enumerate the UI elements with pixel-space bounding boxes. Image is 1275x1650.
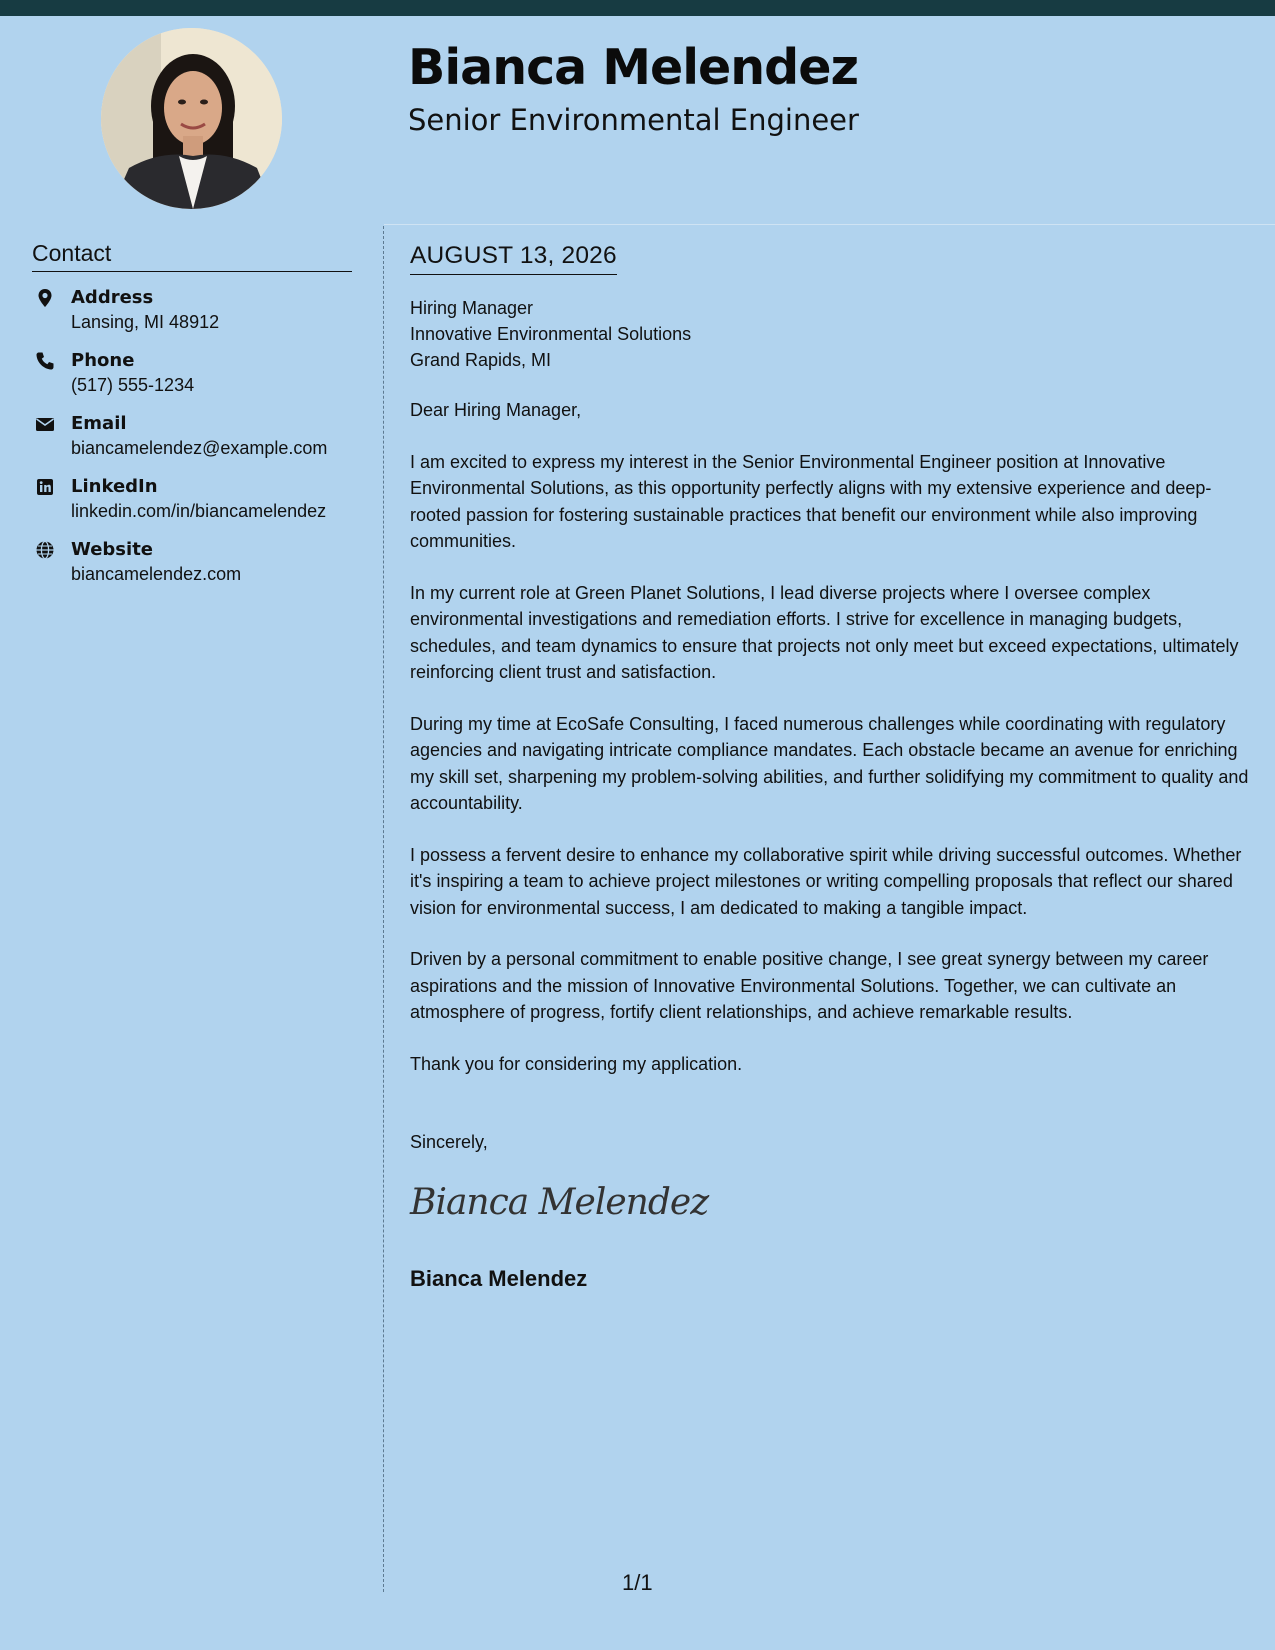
- top-accent-bar: [0, 0, 1275, 16]
- letter-body: [410, 240, 1250, 1292]
- contact-heading: Contact: [32, 240, 352, 272]
- contact-label: Phone: [71, 350, 135, 371]
- greeting: Dear Hiring Manager,: [410, 400, 582, 420]
- contact-label: Address: [71, 287, 154, 308]
- contact-value: Lansing, MI 48912: [71, 312, 220, 332]
- page-number: 1/1: [622, 1570, 653, 1595]
- contact-value[interactable]: linkedin.com/in/biancamelendez: [71, 501, 327, 521]
- location-pin-icon: [35, 288, 55, 308]
- job-title: Senior Environmental Engineer: [408, 103, 859, 137]
- contact-label: Website: [71, 539, 154, 560]
- letter-paragraph: Thank you for considering my application.: [410, 1053, 743, 1074]
- contact-label: LinkedIn: [71, 476, 158, 497]
- candidate-name: Bianca Melendez: [408, 39, 858, 96]
- header-divider: [384, 224, 1275, 225]
- phone-icon: [35, 351, 55, 371]
- contact-item-address: [32, 286, 352, 334]
- signature: Bianca Melendez: [410, 1181, 709, 1223]
- contact-item-linkedin: [32, 475, 352, 523]
- letter-paragraph: I am excited to express my interest in the Senior Environmental Engineer position at Innovative Environmental Solutions, as this opportunity perfectly aligns with my extensive experience and deep-rooted passion for fostering sustainable practices that benefit our environment while also improving communities.: [410, 451, 1212, 551]
- contact-item-phone: [32, 349, 352, 397]
- closing: Sincerely,: [410, 1132, 488, 1152]
- letter-paragraph: In my current role at Green Planet Solutions, I lead diverse projects where I oversee complex environmental investigations and remediation efforts. I strive for excellence in managing budgets, schedules, and team dynamics to ensure that projects not only meet but exceed expectations, ultimately reinforcing client trust and satisfaction.: [410, 582, 1239, 682]
- letter-paragraph: Driven by a personal commitment to enable positive change, I see great synergy between my career aspirations and the mission of Innovative Environmental Solutions. Together, we can cultivate an atmosphere of progress, fortify client relationships, and achieve remarkable results.: [410, 949, 1209, 1022]
- letter-date: AUGUST 13, 2026: [410, 240, 617, 275]
- recipient-line: Hiring Manager: [410, 298, 534, 318]
- contact-value[interactable]: biancamelendez.com: [71, 564, 242, 584]
- contact-item-website: [32, 538, 352, 586]
- contact-item-email: [32, 412, 352, 460]
- signer-name: Bianca Melendez: [410, 1265, 588, 1291]
- contact-sidebar: [32, 240, 352, 601]
- letter-paragraph: I possess a fervent desire to enhance my collaborative spirit while driving successful outcomes. Whether it's inspiring a team to achieve project milestones or writing compelling proposals that reflect our shared vision for environmental success, I am dedicated to making a tangible impact.: [410, 844, 1242, 918]
- contact-label: Email: [71, 413, 127, 434]
- recipient-block: [410, 295, 1250, 373]
- contact-value: (517) 555-1234: [71, 375, 195, 395]
- globe-icon: [35, 540, 55, 560]
- column-divider: [383, 226, 384, 1592]
- envelope-icon: [35, 414, 55, 434]
- linkedin-icon: [35, 477, 55, 497]
- profile-photo: [101, 28, 282, 209]
- recipient-line: Grand Rapids, MI: [410, 350, 552, 370]
- recipient-line: Innovative Environmental Solutions: [410, 324, 692, 344]
- contact-value[interactable]: biancamelendez@example.com: [71, 438, 328, 458]
- letter-paragraph: During my time at EcoSafe Consulting, I faced numerous challenges while coordinating with regulatory agencies and navigating intricate compliance mandates. Each obstacle became an avenue for enriching my skill set, sharpening my problem-solving abilities, and further solidifying my commitment to quality and accountability.: [410, 713, 1249, 813]
